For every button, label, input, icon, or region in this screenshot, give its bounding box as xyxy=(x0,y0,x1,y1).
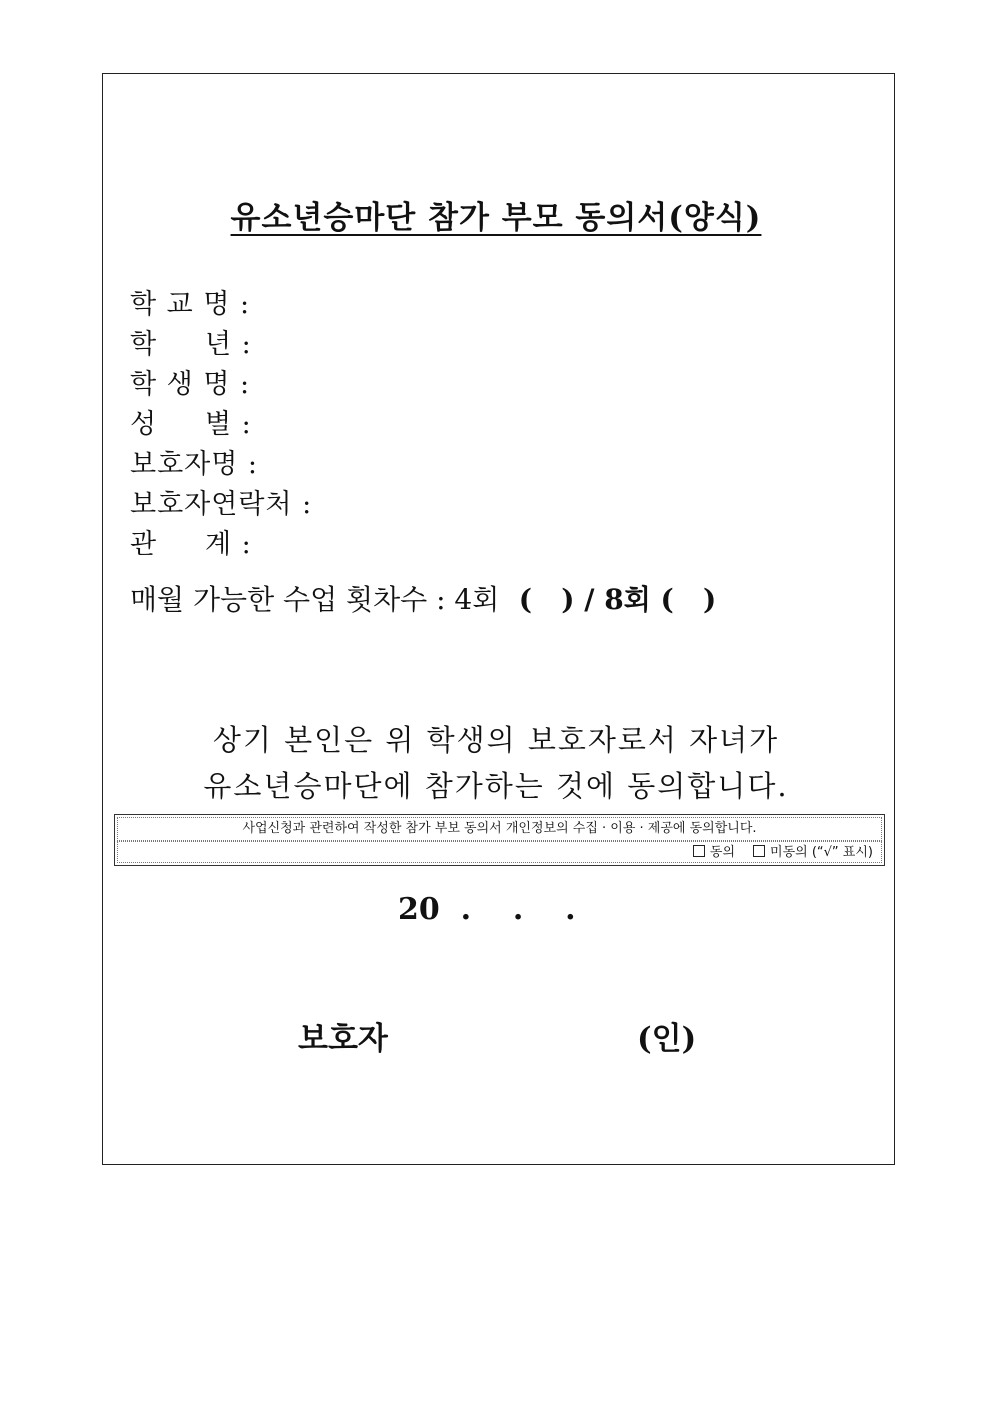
option-8-paren[interactable]: ( ) xyxy=(650,583,717,616)
field-separator: : xyxy=(232,329,252,360)
statement-line-1: 상기 본인은 위 학생의 보호자로서 자녀가 xyxy=(212,723,780,757)
field-separator: : xyxy=(230,289,251,320)
field-separator: : xyxy=(232,409,252,440)
field-guardian-name xyxy=(130,448,258,482)
agree-label: 동의 xyxy=(709,845,736,860)
field-separator: : xyxy=(232,529,252,560)
field-label: 학 교 명 xyxy=(130,289,231,320)
field-label: 보호자연락처 xyxy=(130,489,293,520)
guardian-label: 보호자 xyxy=(298,1021,388,1057)
disagree-checkbox[interactable] xyxy=(753,845,765,857)
form-title xyxy=(0,192,992,237)
date-line: 20 . . . xyxy=(398,892,576,927)
field-label: 성 별 xyxy=(130,409,233,440)
field-relationship xyxy=(130,528,252,562)
field-separator: : xyxy=(238,449,259,480)
privacy-consent-options xyxy=(117,841,882,863)
option-4-paren[interactable]: ( ) / xyxy=(499,583,605,616)
field-school-name xyxy=(130,288,250,322)
field-student-name xyxy=(130,368,250,402)
disagree-label: 미동의 xyxy=(770,845,808,860)
monthly-sessions-label: 매월 가능한 수업 횟차수 : 4회 xyxy=(130,583,500,616)
privacy-consent-text: 사업신청과 관련하여 작성한 참가 부보 동의서 개인정보의 수집 · 이용 · 제공에 동의합니다. xyxy=(117,817,882,841)
privacy-consent-box xyxy=(114,814,885,866)
monthly-sessions xyxy=(130,582,716,618)
field-label: 관 계 xyxy=(130,529,233,560)
field-guardian-contact xyxy=(130,488,312,522)
agree-checkbox[interactable] xyxy=(693,845,705,857)
field-label: 학 생 명 xyxy=(130,369,231,400)
field-label: 학 년 xyxy=(130,329,233,360)
seal-label: (인) xyxy=(637,1021,697,1057)
field-grade xyxy=(130,328,252,362)
statement-line-2: 유소년승마단에 참가하는 것에 동의합니다. xyxy=(203,769,789,803)
field-gender xyxy=(130,408,252,442)
form-title-text: 유소년승마단 참가 부모 동의서(양식) xyxy=(230,200,762,236)
option-8-label: 8회 xyxy=(604,583,651,616)
field-label: 보호자명 xyxy=(130,449,239,480)
field-separator: : xyxy=(230,369,251,400)
field-separator: : xyxy=(292,489,313,520)
check-note: (“√” 표시) xyxy=(811,845,873,860)
